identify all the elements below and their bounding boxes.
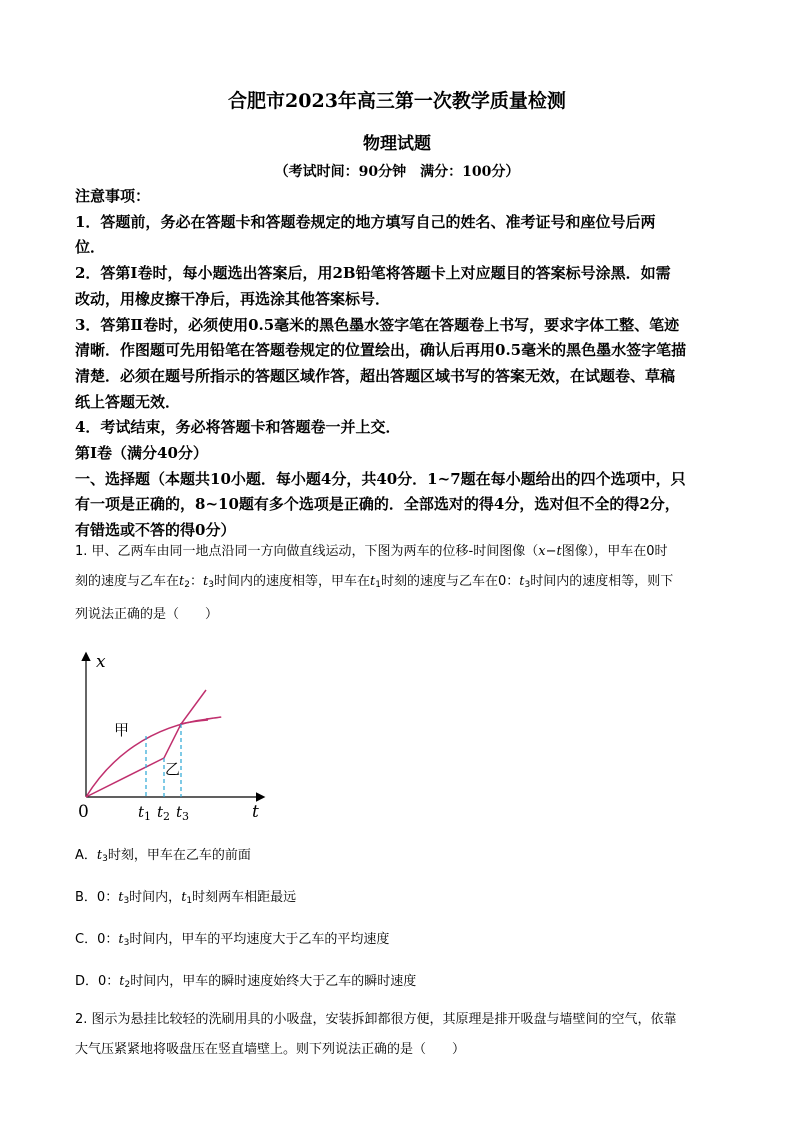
option-prefix: D．0：: [75, 974, 120, 989]
notice-line: 纸上答题无效．: [75, 392, 181, 411]
sub-1: 1: [375, 580, 381, 590]
q1-text: 时间内的速度相等，则下: [530, 574, 674, 589]
section-instruction: 有错选或不答的得0分）: [75, 521, 236, 540]
question-1-stem: [75, 537, 735, 630]
option-text: 时间内，: [129, 890, 182, 905]
x-axis-label: x: [96, 652, 106, 672]
sub: 1: [186, 896, 193, 906]
option-text: 时刻两车相距最远: [192, 890, 297, 905]
label-yi: 乙: [165, 760, 181, 778]
option-c: [75, 928, 389, 948]
option-d: [75, 970, 416, 990]
curve-jia-tail: [206, 717, 221, 719]
q2-text: 大气压紧紧地将吸盘压在竖直墙壁上。则下列说法正确的是（ ）: [75, 1042, 466, 1057]
xt-graph: [70, 648, 270, 828]
notice-line: 改动，用橡皮擦干净后，再选涂其他答案标号．: [75, 289, 391, 308]
colon: ：: [506, 574, 520, 589]
notice-line: 3．答第Ⅱ卷时，必须使用0.5毫米的黑色墨水签字笔在答题卷上书写，要求字体工整、笔迹: [75, 315, 680, 334]
var-t: t: [119, 974, 125, 989]
notice-line: 位．: [75, 238, 106, 257]
t-axis-label: t: [252, 802, 259, 822]
section-instruction: 有一项是正确的，8~10题有多个选项是正确的．全部选对的得4分，选对但不全的得2分，: [75, 495, 680, 514]
option-text: 时间内，甲车的瞬时速度始终大于乙车的瞬时速度: [130, 974, 417, 989]
label-jia: 甲: [114, 721, 130, 739]
notice-heading: 注意事项：: [75, 187, 151, 205]
notice-block: [75, 184, 735, 544]
tick-t2: $t_2$: [157, 803, 171, 823]
var-t: t: [118, 890, 124, 905]
option-a: [75, 844, 251, 864]
exam-title: 合肥市2023年高三第一次教学质量检测: [228, 90, 566, 112]
exam-info: （考试时间：90分钟 满分：100分）: [274, 164, 520, 180]
section-heading: 第Ⅰ卷（满分40分）: [75, 444, 208, 463]
var-t: t: [96, 848, 103, 863]
dash: −: [545, 544, 557, 559]
q1-text: 刻的速度与乙车在: [75, 574, 180, 589]
notice-line: 1．答题前，务必在答题卡和答题卷规定的地方填写自己的姓名、准考证号和座位号后两: [75, 212, 656, 231]
notice-line: 清晰．作图题可先用铅笔在答题卷规定的位置绘出，确认后再用0.5毫米的黑色墨水签字笔描: [75, 341, 687, 360]
option-b: [75, 886, 296, 906]
origin-label: 0: [78, 802, 89, 822]
sub: 2: [124, 980, 131, 990]
zero: 0: [497, 574, 507, 589]
option-text: 时间内，甲车的平均速度大于乙车的平均速度: [129, 932, 390, 947]
var-t: t: [181, 890, 187, 905]
sub: 3: [102, 854, 108, 864]
sub-3: 3: [208, 580, 214, 590]
sub-2: 2: [184, 580, 190, 590]
tick-t3: $t_3$: [176, 803, 190, 823]
q1-text: 时间内的速度相等，甲车在: [213, 574, 370, 589]
var-t1: t: [369, 574, 376, 589]
sub: 3: [123, 938, 130, 948]
var-t: t: [118, 932, 124, 947]
q1-text: 时刻的速度与乙车在: [380, 574, 498, 589]
sub-3: 3: [524, 580, 531, 590]
var-x: x: [538, 544, 546, 559]
curve-jia: [86, 719, 208, 797]
var-t3: t: [203, 574, 209, 589]
option-prefix: C．0：: [75, 932, 119, 947]
subject-title: 物理试题: [363, 134, 431, 154]
var-t: t: [556, 544, 562, 559]
colon: ：: [189, 574, 203, 589]
notice-line: 4．考试结束，务必将答题卡和答题卷一并上交．: [75, 418, 401, 437]
q2-text: 2. 图示为悬挂比较轻的洗刷用具的小吸盘，安装拆卸都很方便，其原理是排开吸盘与墙壁间的空气，依靠: [75, 1012, 677, 1027]
option-prefix: A．: [75, 848, 97, 863]
sub: 3: [123, 896, 130, 906]
q1-text: 图像），甲车在0时: [561, 544, 668, 559]
notice-line: 清楚．必须在题号所指示的答题区域作答，超出答题区域书写的答案无效，在试题卷、草稿: [75, 366, 676, 385]
q1-text: 列说法正确的是（ ）: [75, 607, 219, 622]
option-prefix: B．0：: [75, 890, 119, 905]
var-t3: t: [519, 574, 525, 589]
question-2-stem: [75, 1005, 735, 1065]
q1-text: 1. 甲、乙两车由同一地点沿同一方向做直线运动，下图为两车的位移-时间图像（: [75, 544, 539, 559]
section-instruction: 一、选择题（本题共10小题．每小题4分，共40分．1~7题在每小题给出的四个选项中，只: [75, 469, 686, 488]
notice-line: 2．答第Ⅰ卷时，每小题选出答案后，用2B铅笔将答题卡上对应题目的答案标号涂黑．如需: [75, 264, 671, 283]
tick-t1: $t_1$: [138, 803, 152, 823]
option-text: 时刻，甲车在乙车的前面: [107, 848, 251, 863]
var-t2: t: [179, 574, 185, 589]
